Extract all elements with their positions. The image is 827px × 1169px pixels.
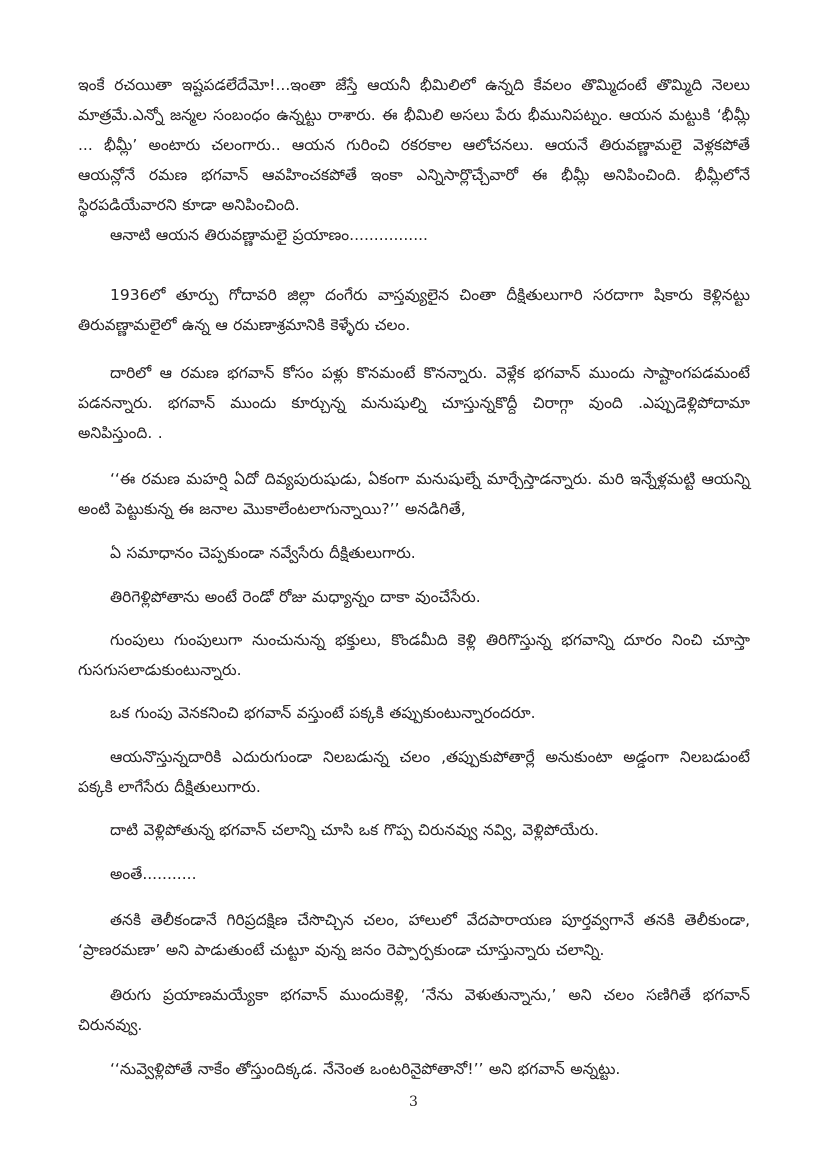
paragraph-15: ‘‘నువ్వెళ్లిపోతే నాకేం తోస్తుందిక్కడ. నేనెంత ఒంటరినైపోతానో!’’ అని భగవాన్ అన్నట్టు. bbox=[110, 1060, 621, 1078]
paragraph-12: అంతే........... bbox=[110, 865, 197, 883]
document-page bbox=[78, 70, 750, 1110]
paragraph-13: తనకి తెలీకండానే గిరిప్రదక్షిణ చేసొచ్చిన చలం, హాలులో వేదపారాయణ పూర్తవ్వగానే తనకి తెలీకుండా, ‘ప్రాణరమణా’ అని పాడుతుంటే చుట్టూ వున్న జనం రెప్పార్పకుండా చూస్తున్నారు చలాన్ని. bbox=[78, 911, 750, 959]
paragraph-5: ‘‘ఈ రమణ మహర్షి ఏదో దివ్యపురుషుడు, ఏకంగా మనుషుల్నే మార్చేస్తాడన్నారు. మరి ఇన్నేళ్లమట్టి ఆయన్ని అంటి పెట్టుకున్న ఈ జనాల మొకాలేంటలాగున్నాయి?’’ అనడిగితే, bbox=[78, 470, 750, 518]
page-number: 3 bbox=[409, 1094, 418, 1110]
paragraph-14: తిరుగు ప్రయాణమయ్యేకా భగవాన్ ముందుకెళ్లి, ‘నేను వెళుతున్నాను,’ అని చలం సణిగితే భగవాన్ చిరునవ్వు. bbox=[78, 986, 750, 1034]
paragraph-2: ఆనాటి ఆయన తిరువణ్ణామలై ప్రయాణం................ bbox=[110, 226, 428, 244]
paragraph-7: తిరిగెళ్లిపోతాను అంటే రెండో రోజు మధ్యాన్నం దాకా వుంచేసేరు. bbox=[110, 588, 481, 606]
paragraph-8: గుంపులు గుంపులుగా నుంచునున్న భక్తులు, కొండమీది కెళ్లి తిరిగొస్తున్న భగవాన్ని దూరం నించి చూస్తా గుసగుసలాడుకుంటున్నారు. bbox=[78, 631, 750, 679]
paragraph-4: దారిలో ఆ రమణ భగవాన్ కోసం పళ్లు కొనమంటే కొనన్నారు. వెళ్లేక భగవాన్ ముందు సాష్టాంగపడమంటే పడనన్నారు. భగవాన్ ముందు కూర్చున్న మనుషుల్ని చూస్తున్నకొద్దీ చిరాగ్గా వుంది .ఎప్పుడెళ్లిపోదామా అనిపిస్తుంది. . bbox=[78, 364, 750, 442]
paragraph-1: ఇంకే రచయితా ఇష్టపడలేదేమో!...ఇంతా జేస్తే ఆయనీ భీమిలిలో ఉన్నది కేవలం తొమ్మిదంటే తొమ్మిది నెలలు మాత్రమే.ఎన్నో జన్మల సంబంధం ఉన్నట్టు రాశారు. ఈ భీమిలి అసలు పేరు భీమునిపట్నం. ఆయన మట్టుకి ‘భీమ్లీ ... భీమ్లీ’ అంటారు చలంగారు.. ఆయన గురించి రకరకాల ఆలోచనలు. ఆయనే తిరువణ్ణామలై వెళ్లకపోతే ఆయన్లోనే రమణ భగవాన్ ఆవహించకపోతే ఇంకా ఎన్నిసార్లొచ్చేవారో ఈ భీమ్లీ అనిపించింది. భీమ్లీలోనే స్థిరపడియేవారని కూడా అనిపించింది. bbox=[78, 76, 750, 214]
paragraph-3: 1936లో తూర్పు గోదావరి జిల్లా దంగేరు వాస్తవ్యులైన చింతా దీక్షితులుగారి సరదాగా షికారు కెళ్లినట్టు తిరువణ్ణామలైలో ఉన్న ఆ రమణాశ్రమానికి కెళ్ళేరు చలం. bbox=[78, 286, 750, 334]
paragraph-9: ఒక గుంపు వెనకనించి భగవాన్ వస్తుంటే పక్కకి తప్పుకుంటున్నారందరూ. bbox=[110, 704, 536, 722]
paragraph-6: ఏ సమాధానం చెప్పకుండా నవ్వేసేరు దీక్షితులుగారు. bbox=[110, 544, 416, 562]
paragraph-10: ఆయనొస్తున్నదారికి ఎదురుగుండా నిలబడున్న చలం ,తప్పుకుపోతార్లే అనుకుంటా అడ్డంగా నిలబడుంటే పక్కకి లాగేసేరు దీక్షితులుగారు. bbox=[78, 748, 750, 796]
paragraph-11: దాటి వెళ్లిపోతున్న భగవాన్ చలాన్ని చూసి ఒక గొప్ప చిరునవ్వు నవ్వి, వెళ్లిపోయేరు. bbox=[110, 821, 599, 839]
